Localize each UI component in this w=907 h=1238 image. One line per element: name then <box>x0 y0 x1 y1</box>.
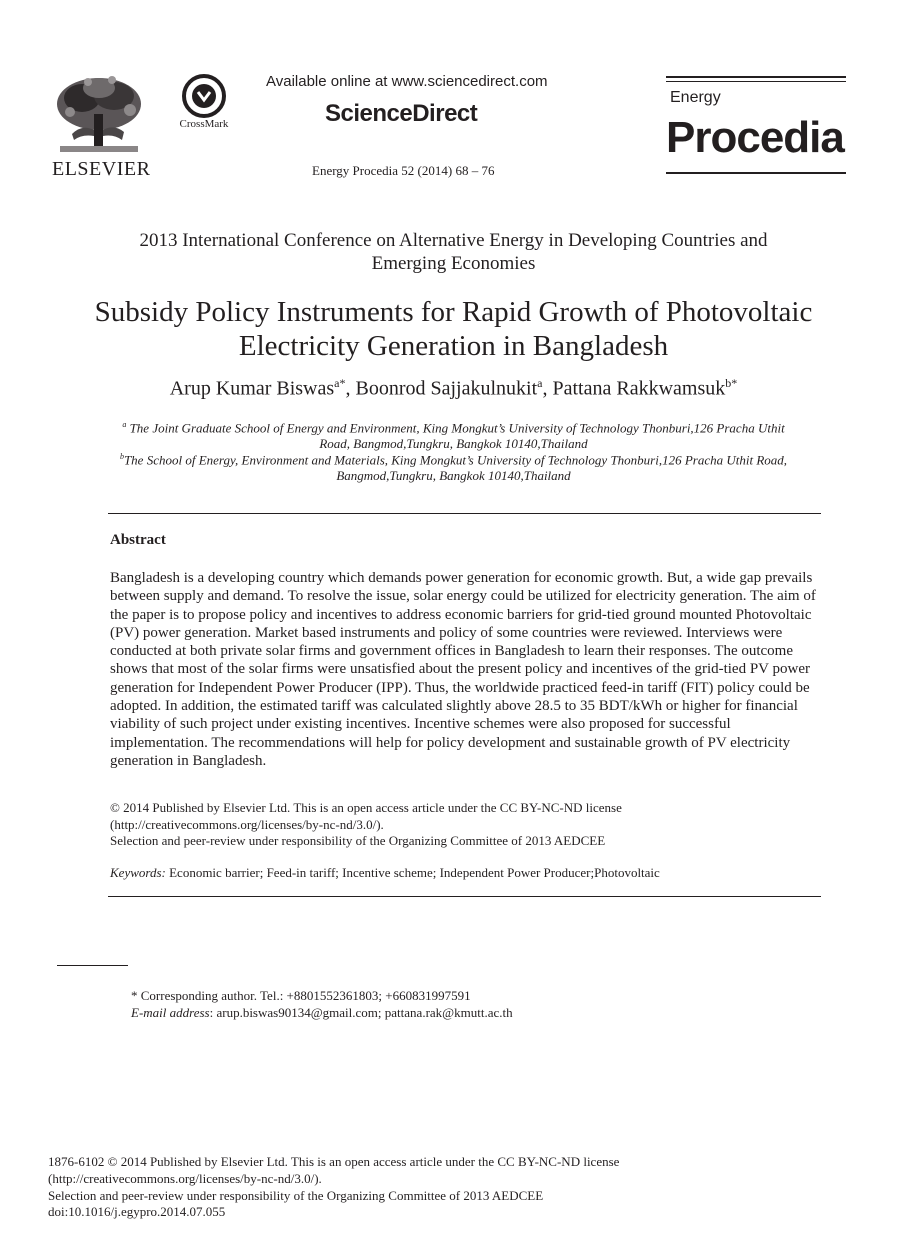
email-label: E-mail address <box>131 1004 210 1020</box>
abstract-line: conducted at both private solar firms and government offices in Bangladesh to learn their responses. The outcome <box>110 643 793 660</box>
affiliation-line: The School of Energy, Environment and Materials, King Mongkut’s University of Technology Thonburi,126 Pracha Uthit Road, <box>123 452 788 468</box>
conference-line-1: 2013 International Conference on Alternative Energy in Developing Countries and <box>139 230 768 251</box>
sciencedirect-brand[interactable]: ScienceDirect <box>325 100 478 127</box>
abstract-line: generation for Independent Power Producer (IPP). Thus, the worldwide practiced feed-in tariff (FIT) policy could be <box>110 679 810 696</box>
author-sup: a* <box>334 376 346 390</box>
divider-top <box>108 513 821 514</box>
email-addresses: : arup.biswas90134@gmail.com; pattana.rak@kmutt.ac.th <box>209 1004 513 1020</box>
available-online: Available online at www.sciencedirect.com <box>266 73 548 90</box>
author-name: Pattana Rakkwamsuk <box>552 377 726 400</box>
license-block <box>110 800 819 850</box>
abstract-line: implementation. The recommendations will help for policy development and sustainable growth of PV electricity <box>110 734 791 751</box>
elsevier-tree-icon <box>52 74 146 156</box>
author-list <box>60 376 847 401</box>
bottom-license-link[interactable]: (http://creativecommons.org/licenses/by-nc-nd/3.0/). <box>48 1170 322 1186</box>
affiliation-sup: a <box>122 420 127 429</box>
journal-logo-rule-top2 <box>666 81 846 82</box>
affiliation-line: Bangmod,Tungkru, Bangkok 10140,Thailand <box>336 468 571 484</box>
crossmark-icon <box>182 74 226 118</box>
journal-reference: Energy Procedia 52 (2014) 68 – 76 <box>312 163 495 178</box>
crossmark-logo[interactable] <box>176 74 232 132</box>
abstract-heading: Abstract <box>110 532 166 548</box>
abstract-line: generation in Bangladesh. <box>110 752 267 769</box>
journal-logo-rule-bottom <box>666 172 846 174</box>
author-sep: , <box>542 377 553 400</box>
author-sup: b* <box>725 376 738 390</box>
affiliation-a <box>60 417 847 452</box>
journal-logo <box>666 74 846 176</box>
issn-license: 1876-6102 © 2014 Published by Elsevier Ltd. This is an open access article under the CC BY-NC-ND license <box>48 1154 620 1169</box>
affiliation-line: The Joint Graduate School of Energy and Environment, King Mongkut’s University of Technology Thonburi,126 Pracha Uthit <box>126 420 785 436</box>
title-line-2: Electricity Generation in Bangladesh <box>238 330 669 362</box>
corresponding-author: * Corresponding author. Tel.: +8801552361803; +660831997591 <box>131 988 471 1003</box>
license-line: Selection and peer-review under responsibility of the Organizing Committee of 2013 AEDCEE <box>110 833 606 848</box>
affiliation-line: Road, Bangmod,Tungkru, Bangkok 10140,Thailand <box>319 436 588 452</box>
divider-bottom <box>108 896 821 897</box>
footnote-rule <box>57 965 128 966</box>
peer-review: Selection and peer-review under responsibility of the Organizing Committee of 2013 AEDCEE <box>48 1187 544 1203</box>
abstract-line: adopted. In addition, the estimated tariff was calculated slightly above 28.5 to 35 BDT/kWh or higher for financial <box>110 698 798 715</box>
author-name: Arup Kumar Biswas <box>169 377 335 400</box>
keywords-text: Economic barrier; Feed-in tariff; Incentive scheme; Independent Power Producer;Photovoltaic <box>165 865 660 880</box>
author-name: Boonrod Sajjakulnukit <box>355 377 538 400</box>
journal-logo-procedia: Procedia <box>666 113 844 162</box>
abstract-line: viability of such project under existing incentives. Incentive schemes were also proposed for successful <box>110 716 731 733</box>
affiliation-sup: b <box>119 452 124 461</box>
paper-title <box>60 295 847 363</box>
journal-logo-rule-top <box>666 76 846 78</box>
abstract-line: (PV) power generation. Market based instruments and policy of some countries were reviewed. Interviews were <box>110 624 783 641</box>
doi[interactable]: doi:10.1016/j.egypro.2014.07.055 <box>48 1204 226 1220</box>
title-line-1: Subsidy Policy Instruments for Rapid Growth of Photovoltaic <box>94 296 813 328</box>
keywords-label: Keywords: <box>110 865 166 880</box>
publisher-name: ELSEVIER <box>52 158 151 180</box>
abstract-line: the paper is to propose policy and incentives to address economic barriers for grid-tied ground mounted Photovoltaic <box>110 606 812 623</box>
license-line: © 2014 Published by Elsevier Ltd. This is an open access article under the CC BY-NC-ND license <box>110 800 622 815</box>
affiliation-b <box>60 449 847 484</box>
footnote <box>131 988 831 1021</box>
license-link[interactable]: (http://creativecommons.org/licenses/by-nc-nd/3.0/). <box>110 816 384 832</box>
author-sup: a <box>537 376 543 390</box>
author-sep: , <box>345 377 356 400</box>
abstract-body <box>110 569 819 770</box>
crossmark-label: CrossMark <box>179 118 229 130</box>
elsevier-logo <box>52 74 151 180</box>
conference-name <box>60 229 847 275</box>
journal-logo-energy: Energy <box>670 89 721 106</box>
abstract-line: Bangladesh is a developing country which demands power generation for economic growth. But, a wide gap prevails <box>110 570 813 586</box>
bottom-info <box>48 1154 848 1221</box>
keywords <box>110 865 819 881</box>
conference-line-2: Emerging Economies <box>371 253 536 274</box>
abstract-line: between supply and demand. To resolve the issue, solar energy could be utilized for electricity generation. The aim of <box>110 588 816 605</box>
abstract-line: shows that most of the solar firms were unsatisfied about the present policy and incentives of the grid-tied PV power <box>110 661 810 678</box>
